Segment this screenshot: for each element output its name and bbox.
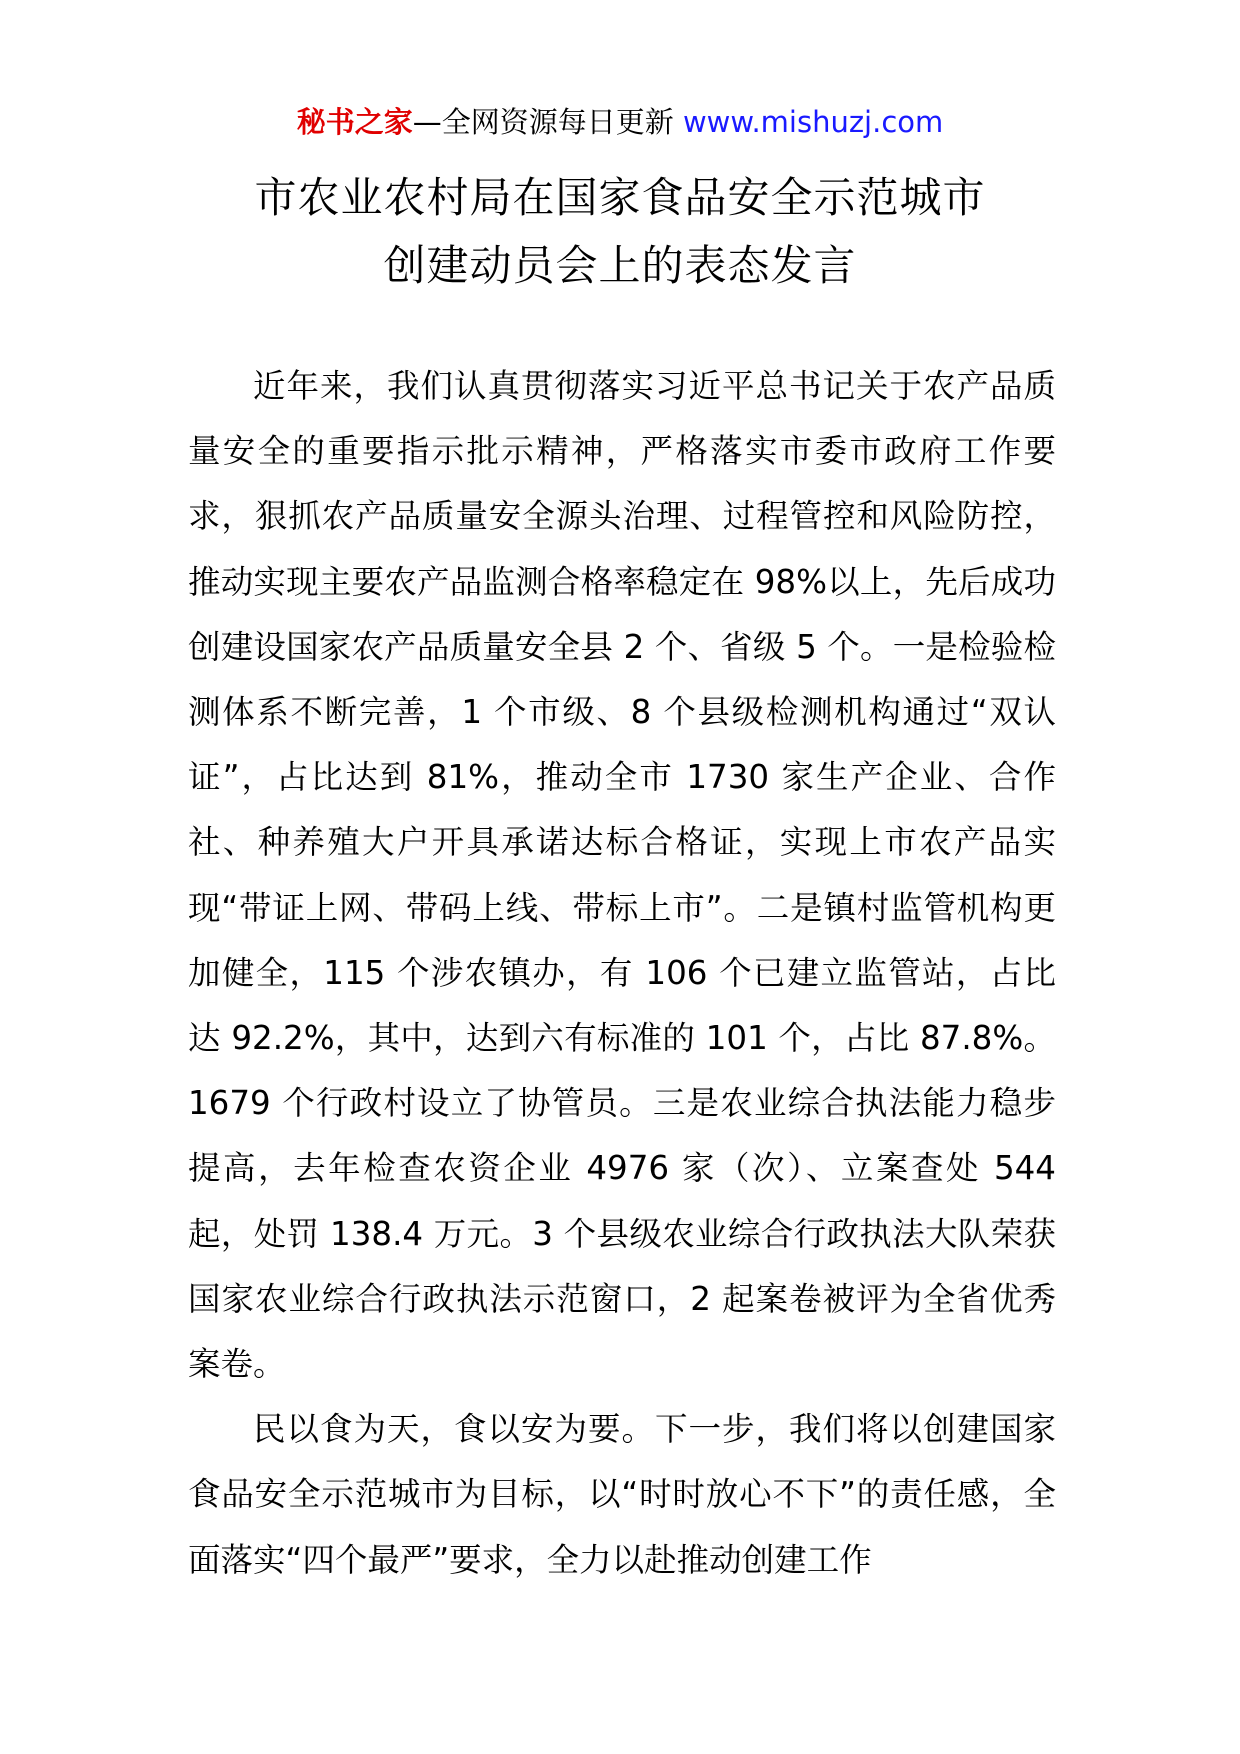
header-slogan: —全网资源每日更新 xyxy=(412,105,674,139)
site-header xyxy=(0,100,1240,144)
document-title xyxy=(0,164,1240,300)
title-line-1: 市农业农村局在国家食品安全示范城市 xyxy=(254,173,986,222)
title-line-2: 创建动员会上的表态发言 xyxy=(383,241,857,290)
document-body xyxy=(188,354,1056,1593)
brand-name: 秘书之家 xyxy=(296,105,413,139)
paragraph-1: 近年来，我们认真贯彻落实习近平总书记关于农产品质量安全的重要指示批示精神，严格落实市委市政府工作要求，狠抓农产品质量安全源头治理、过程管控和风险防控，推动实现主要农产品监测合格率稳定在 98%以上，先后成功创建设国家农产品质量安全县 2 个、省级 5 个。一是检验检测体系不断完善，1 个市级、8 个县级检测机构通过“双认证”，占比达到 81%，推动全市 1730 家生产企业、合作社、种养殖大户开具承诺达标合格证，实现上市农产品实现“带证上网、带码上线、带标上市”。二是镇村监管机构更加健全，115 个涉农镇办，有 106 个已建立监管站，占比达 92.2%，其中，达到六有标准的 101 个，占比 87.8%。1679 个行政村设立了协管员。三是农业综合执法能力稳步提高，去年检查农资企业 4976 家（次）、立案查处 544 起，处罚 138.4 万元。3 个县级农业综合行政执法大队荣获国家农业综合行政执法示范窗口，2 起案卷被评为全省优秀案卷。 xyxy=(188,367,1056,1384)
site-url-link[interactable]: www.mishuzj.com xyxy=(682,105,944,139)
paragraph-2: 民以食为天，食以安为要。下一步，我们将以创建国家食品安全示范城市为目标，以“时时放心不下”的责任感，全面落实“四个最严”要求，全力以赴推动创建工作 xyxy=(188,1410,1056,1579)
